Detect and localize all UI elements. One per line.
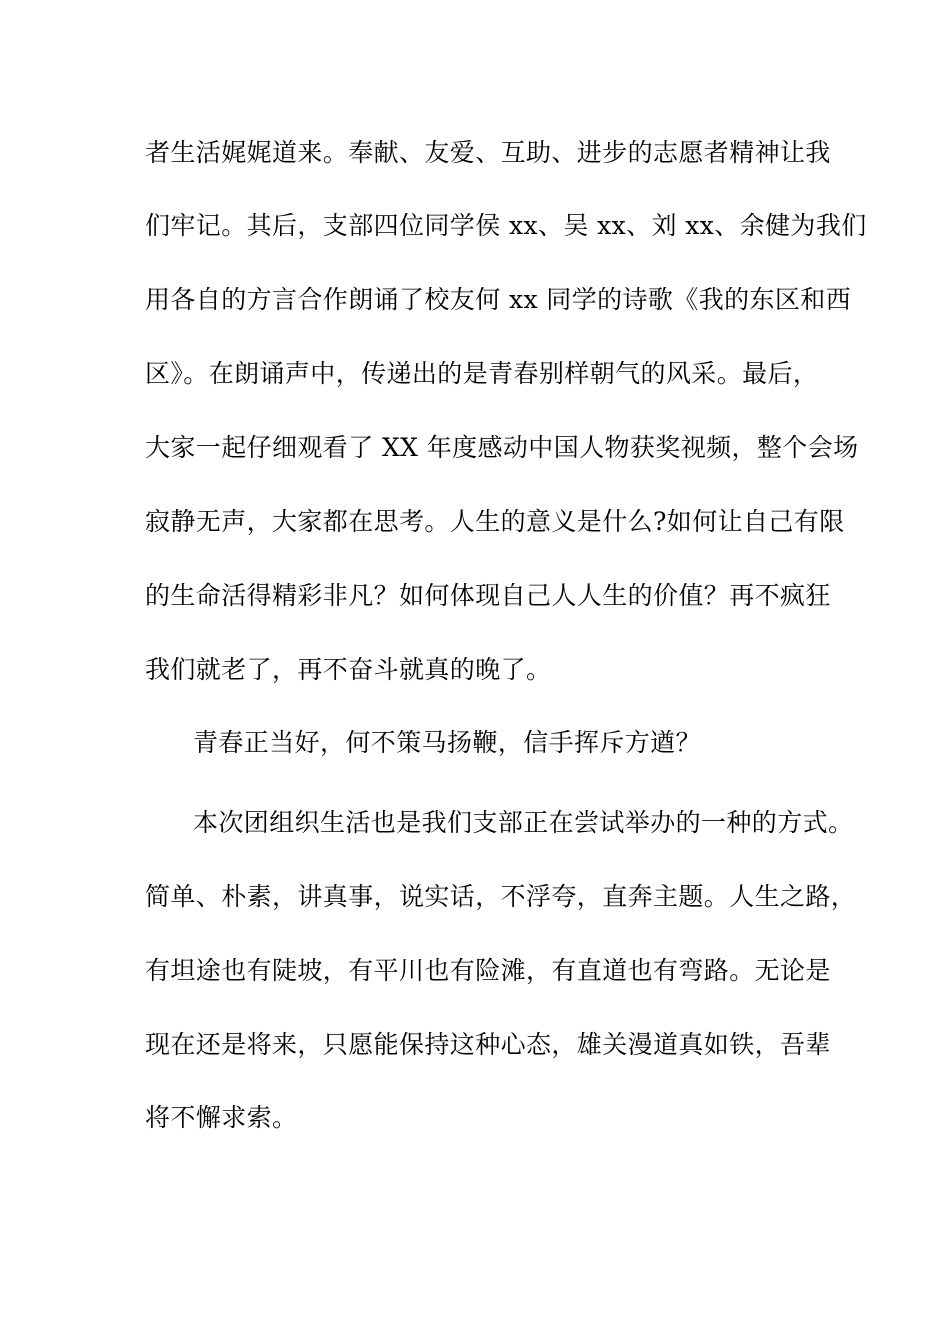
paragraph-line-11: 简单、朴素，讲真事，说实话，不浮夸，直奔主题。人生之路，	[145, 882, 857, 911]
paragraph-line-14: 将不懈求索。	[145, 1103, 298, 1132]
paragraph-line-6: 寂静无声，大家都在思考。人生的意义是什么?如何让自己有限	[145, 507, 845, 536]
paragraph-line-3: 用各自的方言合作朗诵了校友何 xx 同学的诗歌《我的东区和西	[145, 285, 852, 314]
paragraph-line-1: 者生活娓娓道来。奉献、友爱、互助、进步的志愿者精神让我	[145, 138, 831, 167]
paragraph-line-2: 们牢记。其后，支部四位同学侯 xx、吴 xx、刘 xx、余健为我们	[145, 211, 867, 240]
paragraph-line-10: 本次团组织生活也是我们支部正在尝试举办的一种的方式。	[193, 808, 854, 837]
paragraph-line-4: 区》。在朗诵声中，传递出的是青春别样朝气的风采。最后，	[145, 359, 819, 388]
paragraph-line-12: 有坦途也有陡坡，有平川也有险滩，有直道也有弯路。无论是	[145, 956, 831, 985]
paragraph-line-7: 的生命活得精彩非凡？如何体现自己人人生的价值？再不疯狂	[145, 581, 831, 610]
paragraph-line-8: 我们就老了，再不奋斗就真的晚了。	[145, 655, 552, 684]
paragraph-line-9: 青春正当好，何不策马扬鞭，信手挥斥方遒？	[193, 728, 702, 757]
paragraph-line-5: 大家一起仔细观看了 XX 年度感动中国人物获奖视频，整个会场	[145, 433, 859, 462]
paragraph-line-13: 现在还是将来，只愿能保持这种心态，雄关漫道真如铁，吾辈	[145, 1030, 831, 1059]
